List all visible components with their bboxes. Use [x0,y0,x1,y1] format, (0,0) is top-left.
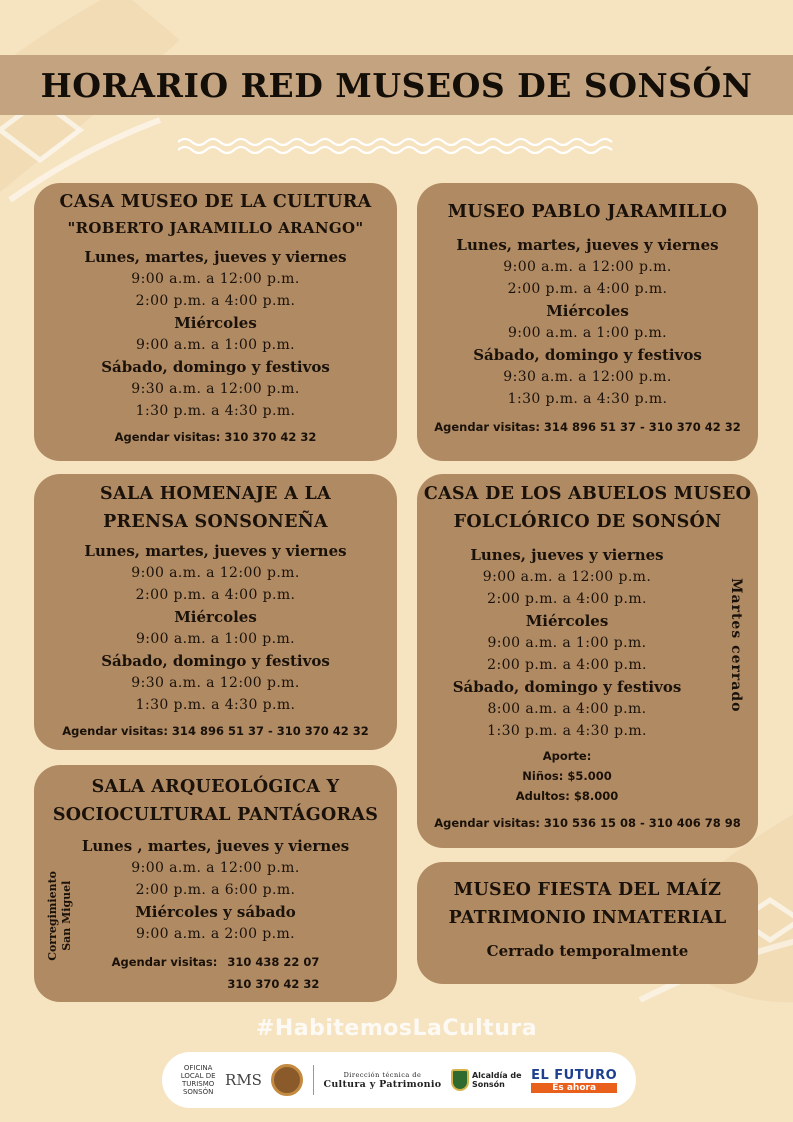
location-line1: Corregimiento [46,871,59,961]
days-heading: Miércoles [174,314,257,332]
museum-name: SALA HOMENAJE A LA [100,484,331,504]
time-range: 9:00 a.m. a 12:00 p.m. [131,860,300,876]
days-heading: Lunes, martes, jueves y viernes [456,236,719,254]
card-casa-museo-cultura [34,183,397,461]
days-heading: Lunes, martes, jueves y viernes [84,542,347,560]
logo-text: Cultura y Patrimonio [323,1078,442,1090]
time-range: 9:00 a.m. a 12:00 p.m. [131,271,300,287]
booking-phone: Agendar visitas: 314 896 51 37 - 310 370 42 32 [434,420,741,434]
time-range: 9:30 a.m. a 12:00 p.m. [131,675,300,691]
time-range: 9:30 a.m. a 12:00 p.m. [131,381,300,397]
alcaldia-logo [451,1069,522,1091]
museum-name: MUSEO FIESTA DEL MAÍZ [453,880,722,900]
time-range: 9:00 a.m. a 1:00 p.m. [135,337,296,353]
time-range: 9:00 a.m. a 1:00 p.m. [135,631,296,647]
futuro-logo [531,1068,617,1093]
price-children: Niños: $5.000 [522,769,612,783]
museum-seal-icon [271,1064,303,1096]
time-range: 2:00 p.m. a 6:00 p.m. [135,882,296,898]
closed-day-note: Martes cerrado [728,578,744,713]
card-sala-prensa [34,474,397,750]
museum-subname: SOCIOCULTURAL PANTÁGORAS [52,805,379,825]
page-title: HORARIO RED MUSEOS DE SONSÓN [40,65,753,105]
time-range: 9:00 a.m. a 1:00 p.m. [507,325,668,341]
time-range: 1:30 p.m. a 4:30 p.m. [135,403,296,419]
booking-phone: Agendar visitas: 310 370 42 32 [114,430,317,444]
days-heading: Lunes, martes, jueves y viernes [84,248,347,266]
card-sala-pantagoras [34,765,397,1002]
time-range: 9:00 a.m. a 12:00 p.m. [482,569,652,585]
time-range: 9:00 a.m. a 12:00 p.m. [503,259,672,275]
status-text: Cerrado temporalmente [486,942,689,960]
hashtag: #HabitemosLaCultura [255,1016,538,1041]
museum-name: MUSEO PABLO JARAMILLO [447,202,728,222]
booking-phone: 310 370 42 32 [227,977,320,991]
price-adults: Adultos: $8.000 [515,789,619,803]
wave-divider-icon [178,135,618,157]
card-museo-pablo-jaramillo [417,183,758,461]
card-museo-fiesta-maiz [417,862,758,984]
logo-text: TURISMO [181,1080,215,1088]
days-heading: Sábado, domingo y festivos [101,358,330,376]
booking-phone: Agendar visitas: 310 536 15 08 - 310 406 78 98 [434,816,741,830]
time-range: 2:00 p.m. a 4:00 p.m. [135,587,296,603]
logo-text: SONSÓN [182,1088,214,1096]
days-heading: Sábado, domingo y festivos [101,652,330,670]
card-casa-abuelos [417,474,758,848]
time-range: 9:00 a.m. a 12:00 p.m. [131,565,300,581]
days-heading: Lunes, jueves y viernes [470,546,664,564]
museum-name: CASA MUSEO DE LA CULTURA [59,192,372,212]
days-heading: Miércoles y sábado [135,903,296,921]
museum-name: SALA ARQUEOLÓGICA Y [91,777,340,797]
logo-text: LOCAL DE [180,1072,216,1080]
time-range: 2:00 p.m. a 4:00 p.m. [507,281,668,297]
days-heading: Lunes , martes, jueves y viernes [81,837,350,855]
location-line2: San Miguel [60,880,73,951]
museum-subname: FOLCLÓRICO DE SONSÓN [453,512,722,532]
logo-text: Alcaldía de [471,1071,522,1080]
rms-logo: RMS [225,1071,262,1089]
culture-direction-logo [323,1071,441,1090]
time-range: 1:30 p.m. a 4:30 p.m. [135,697,296,713]
time-range: 2:00 p.m. a 4:00 p.m. [487,591,647,607]
time-range: 1:30 p.m. a 4:30 p.m. [487,723,647,739]
time-range: 2:00 p.m. a 4:00 p.m. [135,293,296,309]
museum-name: CASA DE LOS ABUELOS MUSEO [423,484,752,504]
museum-subname: PATRIMONIO INMATERIAL [448,908,727,928]
booking-phone: Agendar visitas: 314 896 51 37 - 310 370 42 32 [62,724,369,738]
location-note [46,871,74,961]
time-range: 8:00 a.m. a 4:00 p.m. [487,701,647,717]
booking-phone: 310 438 22 07 [227,955,320,969]
logo-text: Es ahora [531,1083,617,1093]
days-heading: Miércoles [525,612,609,630]
days-heading: Miércoles [546,302,629,320]
shield-icon [451,1069,469,1091]
tourism-office-logo [181,1064,216,1096]
time-range: 9:30 a.m. a 12:00 p.m. [503,369,672,385]
time-range: 1:30 p.m. a 4:30 p.m. [507,391,668,407]
museum-subname: "ROBERTO JARAMILLO ARANGO" [67,219,364,237]
title-band [0,55,793,115]
days-heading: Sábado, domingo y festivos [473,346,702,364]
days-heading: Sábado, domingo y festivos [452,678,682,696]
divider [313,1065,314,1095]
time-range: 2:00 p.m. a 4:00 p.m. [487,657,647,673]
booking-label: Agendar visitas: [111,955,218,969]
time-range: 9:00 a.m. a 1:00 p.m. [487,635,647,651]
logo-text: OFICINA [183,1064,213,1072]
aporte-label: Aporte: [542,749,592,763]
logo-text: EL FUTURO [531,1067,618,1083]
time-range: 9:00 a.m. a 2:00 p.m. [135,926,296,942]
sponsor-footer [162,1052,636,1108]
museum-subname: PRENSA SONSONEÑA [103,512,328,532]
days-heading: Miércoles [174,608,257,626]
logo-text: Sonsón [471,1080,505,1089]
logo-text: Dirección técnica de [343,1070,422,1079]
